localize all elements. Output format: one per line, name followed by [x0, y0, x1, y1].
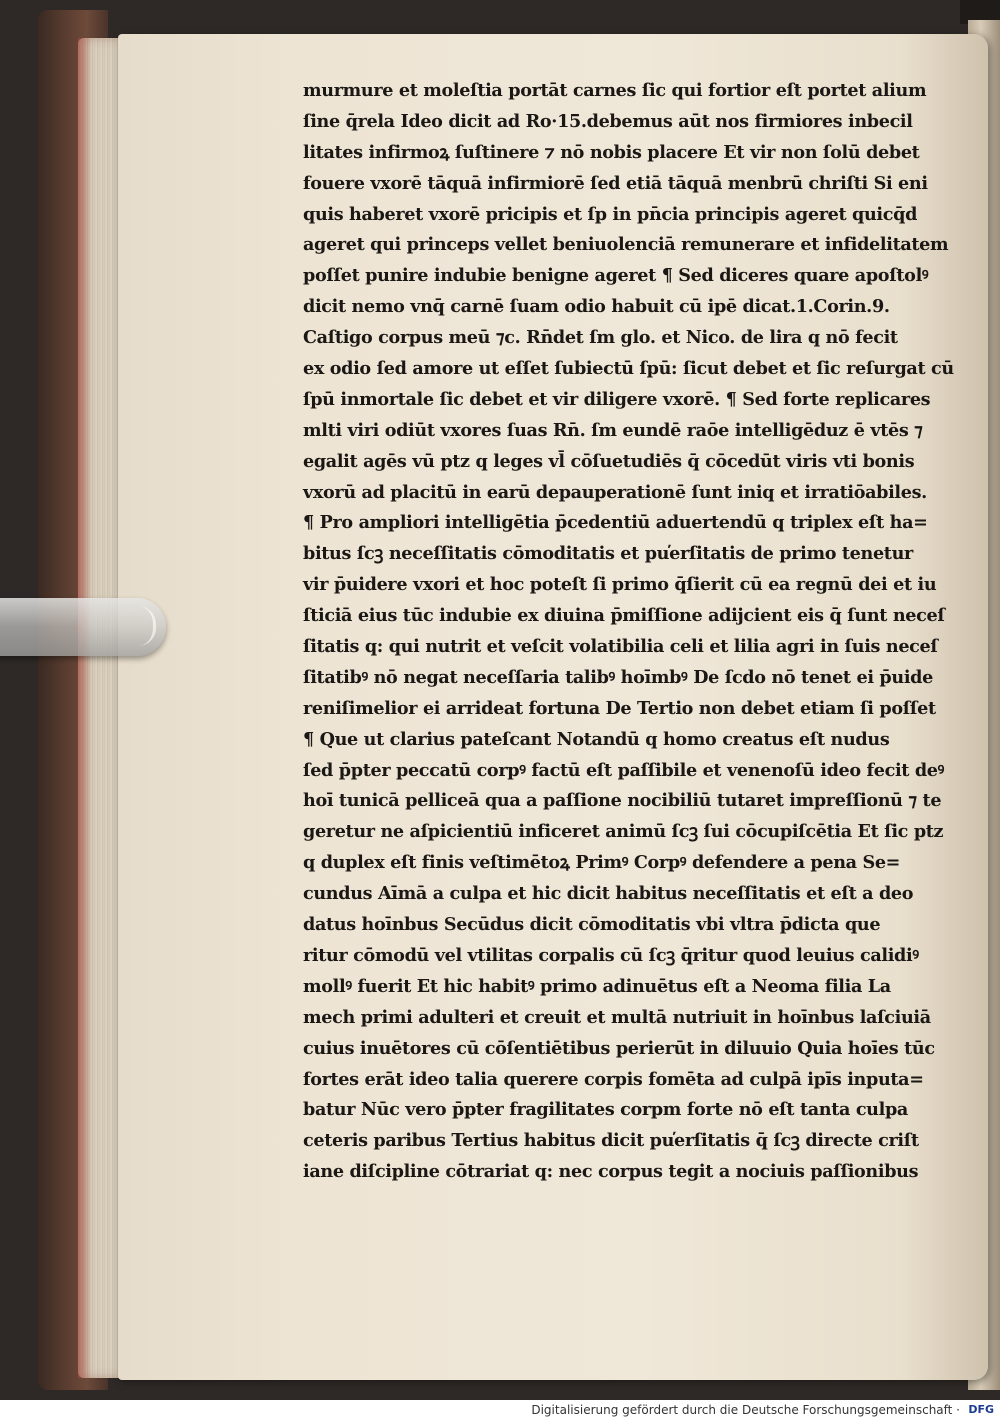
text-line: cuius inuētores cū cōſentiētibus perierūt in diluuio Quia hoīes tūc — [303, 1037, 935, 1059]
text-line: quis haberet vxorē pricipis et ſp in pn̄cia principis ageret quicq̄d — [303, 203, 918, 225]
text-line: batur Nūc vero p̄pter fragilitates corpm forte nō eſt tanta culpa — [303, 1099, 908, 1121]
text-line: ſed p̄pter peccatū corpꝰ factū eſt paſſibile et venenoſū ideo fecit deꝰ — [303, 759, 945, 781]
text-line: ex odio ſed amore ut eſſet ſubiectū ſpū: ſicut debet et ſic reſurgat cū — [303, 358, 954, 380]
text-line: Caſtigo corpus meū ⁊c. Rn̄det ſm glo. et Nico. de lira q nō fecit — [303, 327, 898, 349]
footer-bar — [0, 1400, 1000, 1421]
text-line: vxorū ad placitū in earū depauperationē ſunt iniq et irratiōabiles. — [303, 481, 927, 503]
text-line: fouere vxorē tāquā infirmiorē ſed etiā tāquā menbrū chriſti Si eni — [303, 172, 928, 194]
text-line: dicit nemo vnq̄ carnē ſuam odio habuit cū ipē dicat.1.Corin.9. — [303, 296, 890, 318]
text-line: ſitatibꝰ nō negat neceſſaria talibꝰ hoīmbꝰ De ſcdo nō tenet ei p̄uide — [303, 666, 933, 688]
text-line: bitus ſcꝫ neceſſitatis cōmoditatis et pu̕erſitatis de primo tenetur — [303, 543, 913, 565]
text-line: geretur ne aſpicientiū inficeret animū ſcꝫ ſui cōcupiſcētia Et ſic ptz — [303, 821, 944, 843]
text-line: murmure et moleſtia portāt carnes ſic qui fortior eſt portet alium — [303, 80, 927, 101]
text-line: mollꝰ fuerit Et hic habitꝰ primo adinuētus eſt a Neoma filia La — [303, 975, 891, 997]
text-line: datus hoīnbus Secūdus dicit cōmoditatis vbi vltra p̄dicta que — [303, 914, 881, 936]
text-line: ritur cōmodū vel vtilitas corpalis cū ſcꝫ q̄ritur quod leuius calidiꝰ — [303, 944, 919, 966]
text-line: poſſet punire indubie benigne ageret ¶ Sed diceres quare apoſtolꝰ — [303, 265, 929, 287]
dfg-logo: DFG — [968, 1403, 994, 1416]
text-line: egalit agēs vū ptz q leges vl̄ cōſuetudiēs q̄ cōcedūt viris vti bonis — [303, 450, 915, 472]
text-line: ſitatis q: qui nutrit et veſcit volatibilia celi et lilia agri in ſuis neceſ — [303, 636, 938, 658]
text-line: cundus Aīmā a culpa et hic dicit habitus neceſſitatis et eſt a deo — [303, 883, 914, 905]
text-line: ceteris paribus Tertius habitus dicit pu̕erſitatis q̄ ſcꝫ directe criſt — [303, 1130, 919, 1152]
text-line: litates infirmoꝝ ſuſtinere ⁊ nō nobis placere Et vir non ſolū debet — [303, 141, 920, 163]
text-line: reniſimelior ei arrideat fortuna De Tertio non debet etiam ſi poſſet — [303, 697, 936, 719]
text-line: q duplex eſt finis veſtimētoꝝ Primꝰ Corpꝰ defendere a pena Se= — [303, 852, 901, 874]
footer-credit: Digitalisierung gefördert durch die Deutsche Forschungsgemeinschaft · — [531, 1403, 960, 1417]
text-line: mlti viri odiūt vxores ſuas Rn̄. ſm eundē raōe intelligēduz ē vtēs ⁊ — [303, 419, 923, 441]
text-line: ¶ Que ut clarius pateſcant Notandū q homo creatus eſt nudus — [303, 728, 890, 750]
text-line: hoī tunicā pelliceā qua a paſſione nocibiliū tutaret impreſſionū ⁊ te — [303, 790, 942, 812]
text-line: ſticiā eius tūc indubie ex diuina p̄miſſione adijcient eis q̄ ſunt neceſ — [303, 605, 945, 627]
text-line: ¶ Pro ampliori intelligētia p̄cedentiū aduertendū q triplex eſt ha= — [303, 512, 928, 534]
text-line: vir p̄uidere vxori et hoc poteſt ſi primo q̄ſierit cū ea regnū dei et iu — [303, 574, 937, 596]
page-text-block — [303, 76, 963, 1188]
text-line: ſine q̄rela Ideo dicit ad Ro·15.debemus aūt nos firmiores inbecil — [303, 110, 913, 132]
text-line: ſpū inmortale ſic debet et vir diligere vxorē. ¶ Sed forte replicares — [303, 388, 931, 410]
text-line: iane diſcipline cōtrariat q: nec corpus tegit a nociuis paſſionibus — [303, 1161, 919, 1183]
text-line: fortes erāt ideo talia querere corpis fomēta ad culpā ipīs inputa= — [303, 1068, 924, 1090]
text-line: mech primi adulteri et creuit et multā nutriuit in hoīnbus laſciuiā — [303, 1006, 931, 1028]
page-clip — [0, 598, 166, 656]
text-line: ageret qui princeps vellet beniuolenciā remunerare et infidelitatem — [303, 234, 949, 256]
